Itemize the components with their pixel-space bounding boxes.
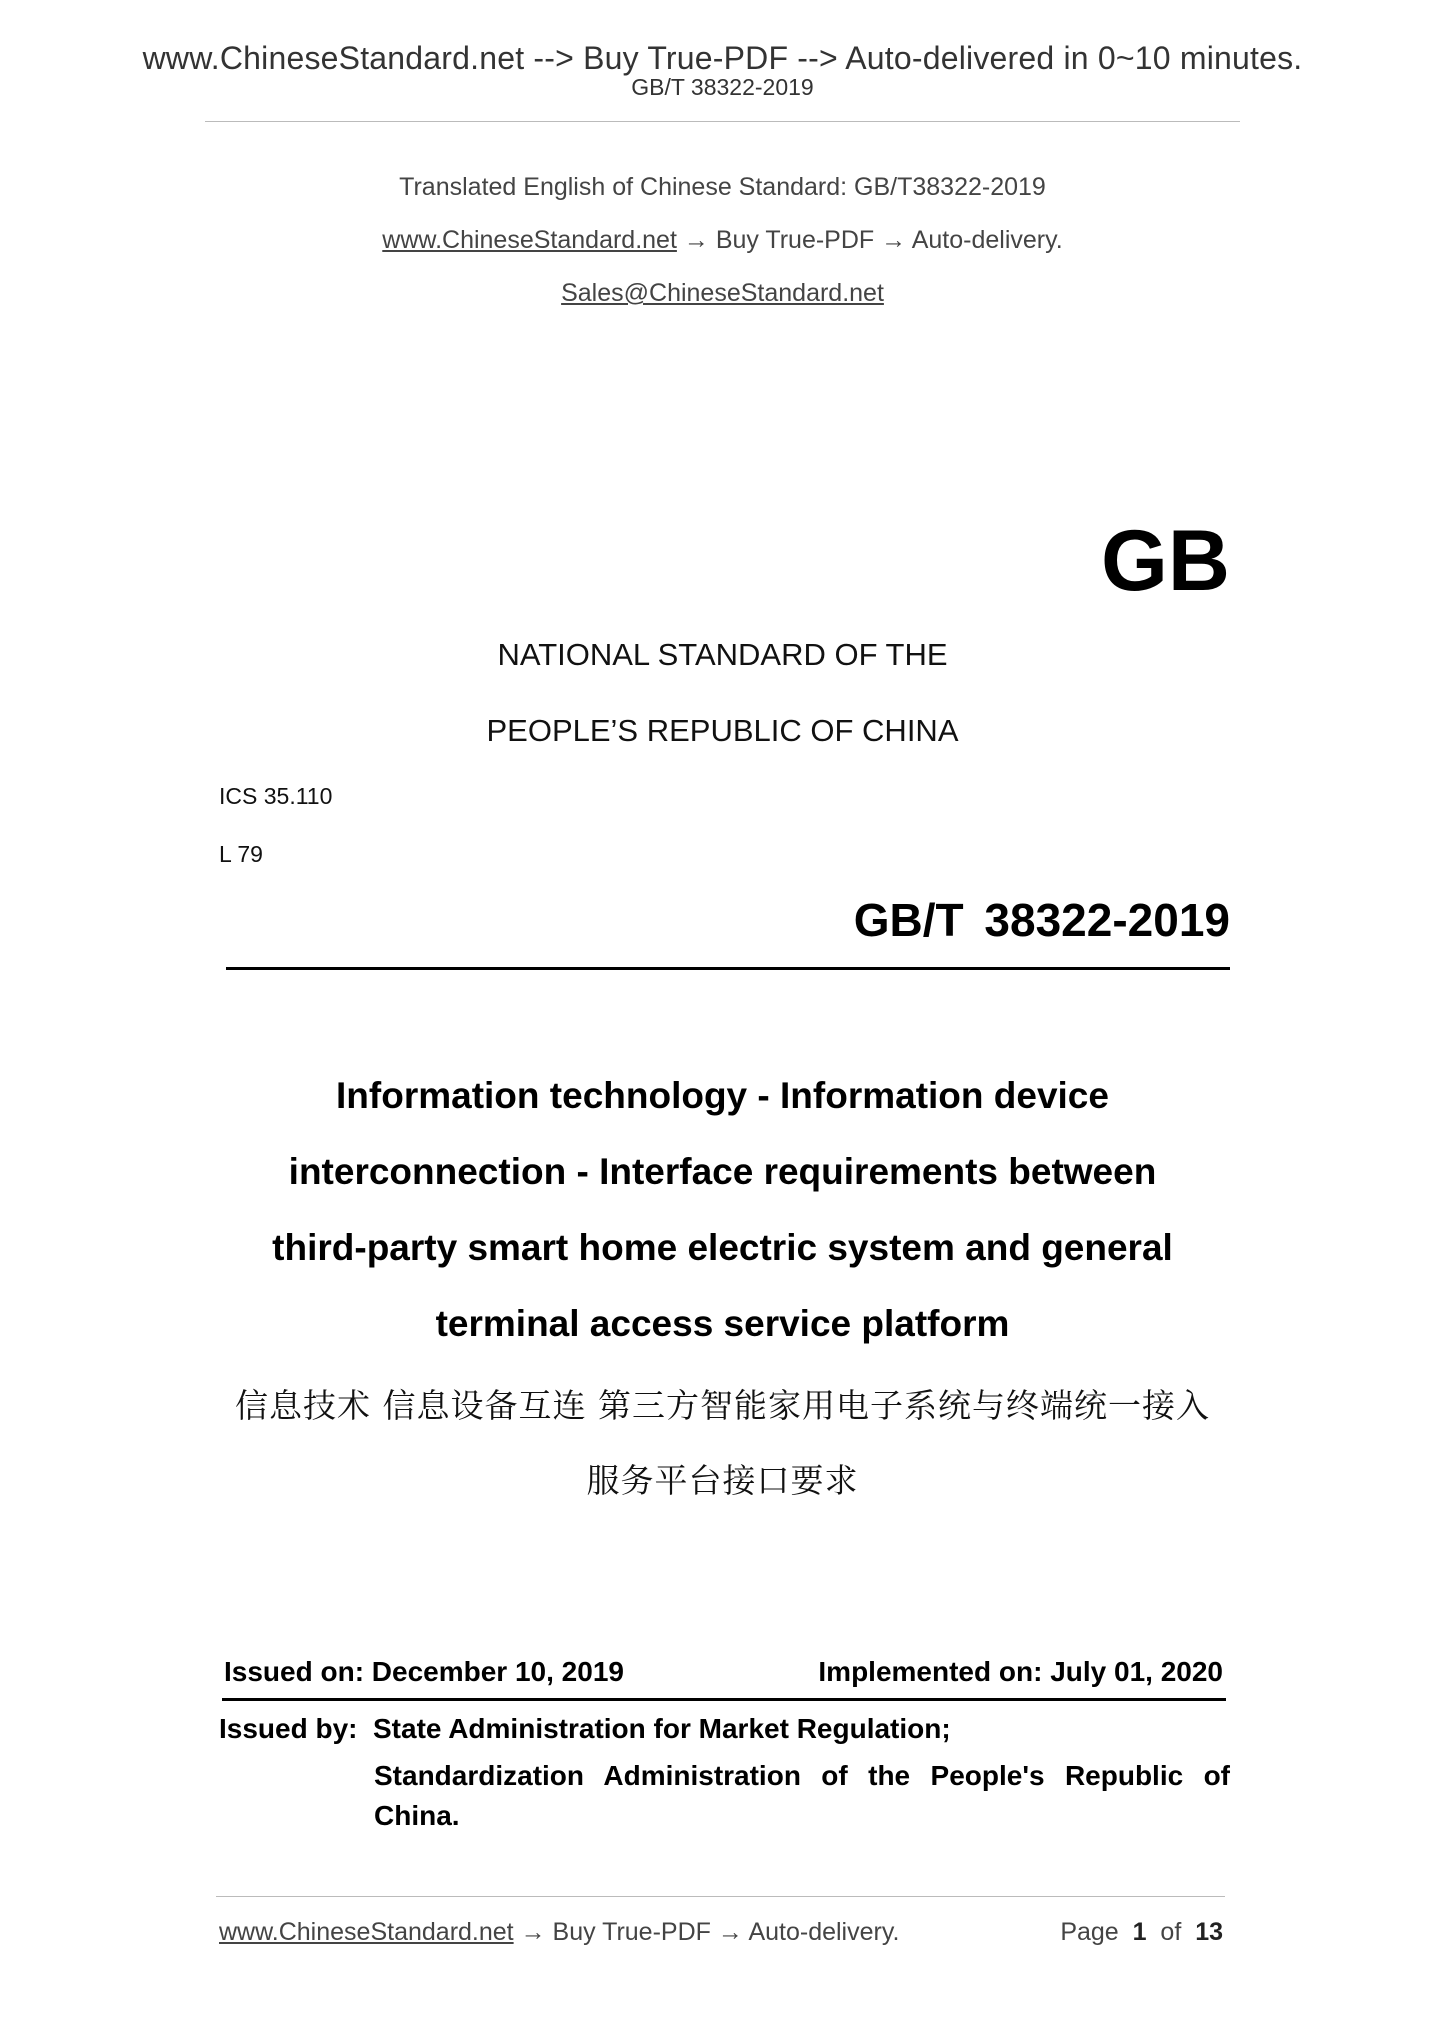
standard-number-rule <box>226 967 1230 970</box>
page-total: 13 <box>1195 1918 1223 1946</box>
issued-on-date: Issued on: December 10, 2019 <box>224 1656 624 1687</box>
header-divider <box>205 121 1240 122</box>
gb-mark: GB <box>1101 513 1230 609</box>
national-standard-line-2: PEOPLE’S REPUBLIC OF CHINA <box>486 713 959 748</box>
national-standard-line-1: NATIONAL STANDARD OF THE <box>497 637 948 672</box>
chinese-title-line: 服务平台接口要求 <box>586 1461 859 1500</box>
chinese-title-line: 信息技术 信息设备互连 第三方智能家用电子系统与终端统一接入 <box>235 1386 1210 1425</box>
delivery-text: Auto-delivery. <box>911 226 1063 254</box>
translated-notice: Translated English of Chinese Standard: GB/T38322-2019 <box>399 173 1046 201</box>
of-label: of <box>1160 1918 1182 1946</box>
ccs-code: L 79 <box>219 841 263 867</box>
page-indicator <box>1060 1918 1223 1947</box>
english-title-line: third-party smart home electric system and general <box>272 1227 1173 1268</box>
english-title-line: terminal access service platform <box>435 1303 1010 1344</box>
issuing-authority: Standardization Administration of the People's Republic of <box>374 1760 1230 1791</box>
english-title-line: interconnection - Interface requirements between <box>288 1151 1157 1192</box>
running-header: GB/T 38322-2019 <box>631 74 814 100</box>
buy-text: Buy True-PDF <box>715 226 875 254</box>
purchase-line <box>0 226 1445 255</box>
top-banner: www.ChineseStandard.net --> Buy True-PDF --> Auto-delivered in 0~10 minutes. <box>142 40 1303 76</box>
footer-purchase-line <box>219 1918 899 1947</box>
footer-buy-text: Buy True-PDF <box>552 1918 711 1946</box>
dates-rule <box>222 1698 1226 1701</box>
english-title-line: Information technology - Information device <box>336 1075 1109 1116</box>
issuing-authority-continued: China. <box>374 1800 460 1831</box>
footer-delivery-text: Auto-delivery. <box>748 1918 900 1946</box>
site-link[interactable]: www.ChineseStandard.net <box>382 226 677 254</box>
page-label: Page <box>1060 1918 1119 1946</box>
arrow-icon: → <box>881 226 907 254</box>
sales-email-link[interactable]: Sales@ChineseStandard.net <box>561 279 884 307</box>
issued-by-label: Issued by: <box>219 1713 358 1744</box>
arrow-icon: → <box>683 226 709 254</box>
standard-number: GB/T 38322-2019 <box>853 894 1230 946</box>
sales-email-line <box>0 279 1445 308</box>
issuing-authority: State Administration for Market Regulation; <box>373 1713 951 1744</box>
ics-code: ICS 35.110 <box>219 783 333 809</box>
footer-divider <box>216 1896 1225 1897</box>
page-number: 1 <box>1132 1918 1147 1946</box>
implemented-on-date: Implemented on: July 01, 2020 <box>818 1656 1223 1687</box>
arrow-icon: → <box>520 1918 546 1946</box>
arrow-icon: → <box>717 1918 743 1946</box>
footer-site-link[interactable]: www.ChineseStandard.net <box>219 1918 514 1946</box>
